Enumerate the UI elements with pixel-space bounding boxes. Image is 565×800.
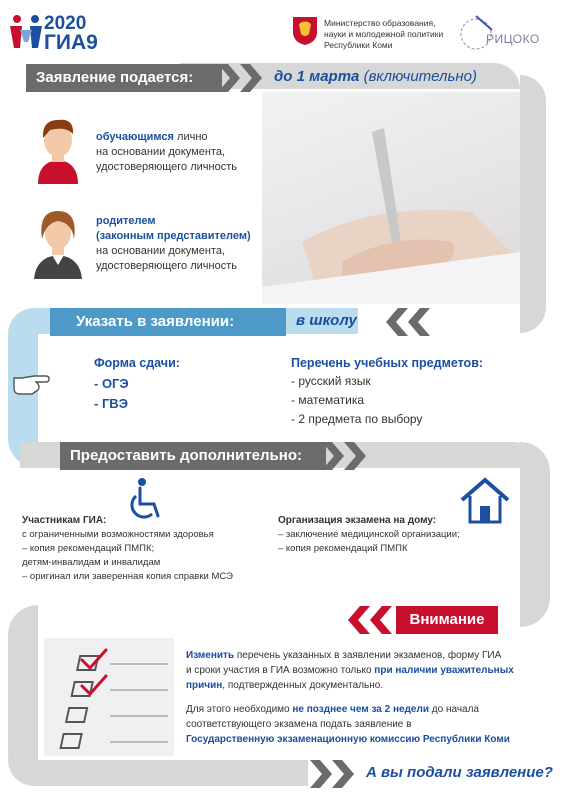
- logo-name: ГИА9: [44, 31, 98, 54]
- chevron-right-icon: [310, 760, 358, 788]
- subject-item: - русский язык: [291, 374, 371, 388]
- chevron-left-icon: [344, 606, 392, 634]
- hand-with-pen-icon: [262, 92, 520, 304]
- footer-question: А вы подали заявление?: [366, 764, 553, 781]
- chevron-right-icon: [322, 442, 370, 470]
- subject-item: - 2 предмета по выбору: [291, 412, 423, 426]
- form-title: Форма сдачи:: [94, 356, 180, 370]
- student-text: обучающимся лично на основании документа, удостоверяющего личность: [96, 131, 237, 173]
- student-avatar-icon: [30, 112, 86, 184]
- road-right-1: [520, 75, 546, 333]
- chevron-right-icon: [218, 64, 266, 92]
- home-icon: [458, 476, 512, 524]
- home-exam-block: Организация экзамена на дому: – заключение медицинской организации; – копия рекомендаций ПМПК: [278, 515, 460, 554]
- attention-p2: Для этого необходимо не позднее чем за 2 недели до начала соответствующего экзамена подать заявление в Государственную экзаменационную комиссию Республики Коми: [186, 704, 510, 745]
- road-right-3: [520, 442, 550, 627]
- subject-item: - математика: [291, 393, 365, 407]
- writing-hand-photo: [262, 92, 520, 304]
- people-logo-icon: [8, 12, 44, 52]
- attention-label: Внимание: [396, 606, 498, 634]
- ricoko-logo-text: РИЦОКО: [486, 32, 540, 46]
- road-bottom: [8, 760, 308, 786]
- gia-logo: [0, 0, 120, 60]
- parent-avatar-icon: [30, 205, 86, 279]
- coat-of-arms-icon: [292, 16, 318, 46]
- deadline: до 1 марта (включительно): [274, 68, 477, 85]
- attention-p1: Изменить перечень указанных в заявлении экзаменов, форму ГИА и сроки участия в ГИА возможно только при наличии уважительных причин, подтвержденных документально.: [186, 650, 514, 691]
- subjects-title: Перечень учебных предметов:: [291, 356, 484, 370]
- gia-participants-block: Участникам ГИА: с ограниченными возможностями здоровья – копия рекомендаций ПМПК; детям-инвалидам и инвалидам – оригинал или заверенная копия справки МСЭ: [22, 515, 233, 582]
- section1-label: Заявление подается:: [26, 64, 222, 92]
- road-left-4: [8, 605, 38, 785]
- school-note: в школу: [296, 312, 357, 329]
- form-item-gve: - ГВЭ: [94, 396, 128, 411]
- pointing-hand-icon: [12, 372, 50, 396]
- form-item-oge: - ОГЭ: [94, 376, 129, 391]
- checklist-icon: [44, 638, 174, 756]
- parent-text: родителем (законным представителем) на основании документа, удостоверяющего личность: [96, 215, 251, 272]
- chevron-left-icon: [382, 308, 430, 336]
- logo-year: 2020: [44, 13, 87, 34]
- ministry-name: Министерство образования, науки и молодежной политики Республики Коми: [324, 18, 444, 50]
- section3-label: Предоставить дополнительно:: [60, 442, 326, 470]
- section2-label: Указать в заявлении:: [50, 308, 286, 336]
